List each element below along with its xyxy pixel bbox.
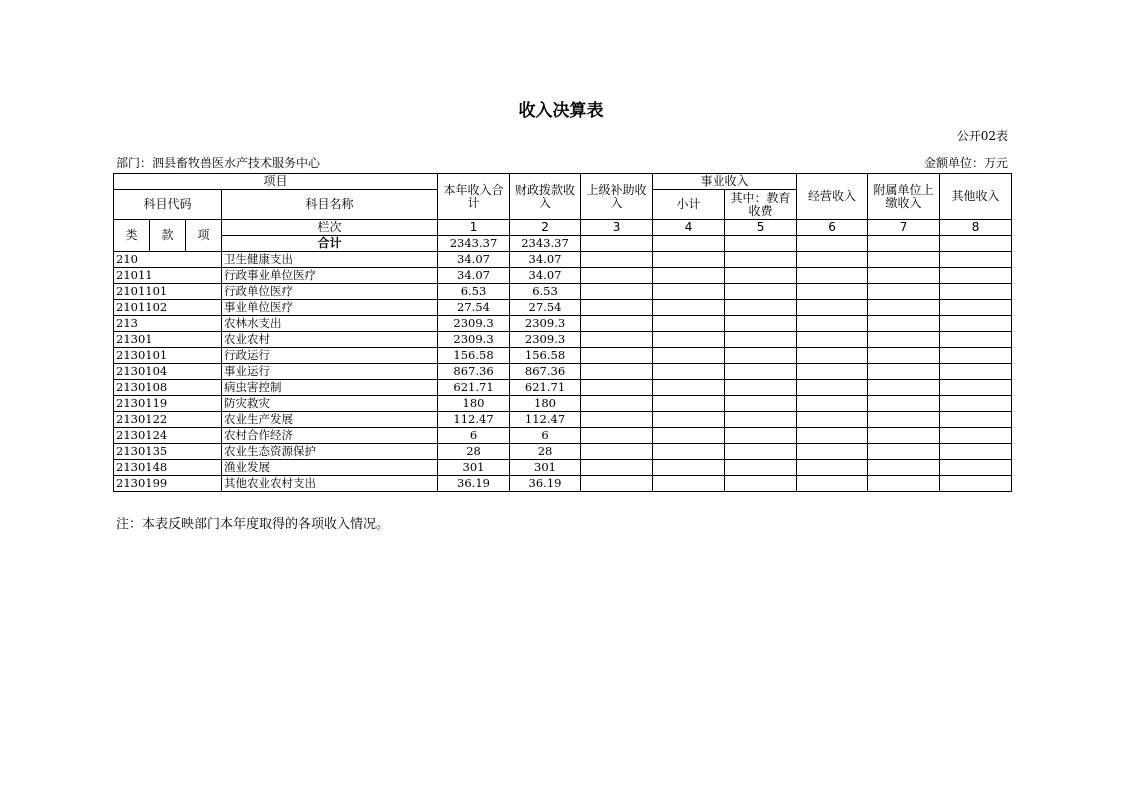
subject-code: 2130101 [114,348,222,364]
header-col5: 其中：教育收费 [725,190,797,220]
subject-code: 210 [114,252,222,268]
empty-cell [581,300,653,316]
fiscal-allocation: 621.71 [510,380,581,396]
subject-code: 2130135 [114,444,222,460]
empty-cell [725,428,797,444]
income-total: 301 [438,460,510,476]
fiscal-allocation: 180 [510,396,581,412]
empty-cell [725,252,797,268]
fiscal-allocation: 301 [510,460,581,476]
header-col2: 财政拨款收入 [510,174,581,220]
income-total: 180 [438,396,510,412]
table-row [114,380,1012,396]
table-row [114,332,1012,348]
page-title: 收入决算表 [518,101,604,121]
empty-cell [725,380,797,396]
empty-cell [868,252,940,268]
empty-cell [581,460,653,476]
empty-cell [653,412,725,428]
column-number-6: 6 [797,220,868,236]
empty-cell [797,252,868,268]
empty-cell [725,300,797,316]
income-total: 6.53 [438,284,510,300]
empty-cell [653,284,725,300]
empty-cell [868,460,940,476]
table-row [114,460,1012,476]
footnote: 注：本表反映部门本年度取得的各项收入情况。 [116,517,390,532]
empty-cell [868,428,940,444]
table-row [114,268,1012,284]
empty-cell [868,284,940,300]
table-row [114,476,1012,492]
empty-cell [940,364,1012,380]
total-income: 2343.37 [438,236,510,252]
fiscal-allocation: 2309.3 [510,332,581,348]
empty-cell [581,268,653,284]
empty-cell [868,396,940,412]
subject-name: 农林水支出 [222,316,438,332]
subject-name: 农村合作经济 [222,428,438,444]
subject-code: 2130199 [114,476,222,492]
empty-cell [797,428,868,444]
subject-code: 213 [114,316,222,332]
empty-cell [797,268,868,284]
empty-cell [725,284,797,300]
empty-cell [797,460,868,476]
header-col1: 本年收入合计 [438,174,510,220]
subject-code: 2130108 [114,380,222,396]
empty-cell [940,316,1012,332]
empty-cell [725,460,797,476]
empty-cell [940,300,1012,316]
empty-cell [940,476,1012,492]
empty-cell [653,348,725,364]
empty-cell [797,412,868,428]
empty-cell [725,476,797,492]
empty-cell [940,332,1012,348]
subject-name: 事业运行 [222,364,438,380]
empty-cell [581,380,653,396]
empty-cell [581,444,653,460]
column-number-3: 3 [581,220,653,236]
header-col4: 小计 [653,190,725,220]
empty-cell [940,444,1012,460]
subject-name: 防灾救灾 [222,396,438,412]
fiscal-allocation: 2309.3 [510,316,581,332]
empty-cell [653,460,725,476]
empty-cell [868,476,940,492]
fiscal-allocation: 36.19 [510,476,581,492]
header-kuan: 款 [150,220,186,252]
subject-name: 农业生产发展 [222,412,438,428]
fiscal-allocation: 34.07 [510,252,581,268]
fiscal-allocation: 27.54 [510,300,581,316]
empty-cell [581,396,653,412]
empty-cell [581,316,653,332]
empty-cell [581,412,653,428]
empty-cell [940,412,1012,428]
empty-cell [725,412,797,428]
table-row [114,300,1012,316]
empty-cell [653,444,725,460]
header-col6: 经营收入 [797,174,868,220]
table-row [114,348,1012,364]
subject-code: 2101102 [114,300,222,316]
empty-cell [797,380,868,396]
subject-code: 2130104 [114,364,222,380]
empty-cell [940,380,1012,396]
empty-cell [653,364,725,380]
table-row [114,252,1012,268]
income-statement-table [113,173,1012,492]
empty-cell [797,364,868,380]
empty-cell [797,348,868,364]
empty-cell [797,332,868,348]
income-total: 6 [438,428,510,444]
table-row [114,412,1012,428]
empty-cell [797,284,868,300]
empty-cell [868,412,940,428]
empty-cell [581,476,653,492]
empty-cell [797,316,868,332]
empty-cell [868,348,940,364]
subject-code: 21011 [114,268,222,284]
subject-code: 2130122 [114,412,222,428]
subject-name: 卫生健康支出 [222,252,438,268]
empty-cell [725,348,797,364]
income-total: 27.54 [438,300,510,316]
empty-cell [725,332,797,348]
empty-cell [940,460,1012,476]
subject-name: 农业农村 [222,332,438,348]
income-total: 34.07 [438,252,510,268]
empty-cell [581,284,653,300]
empty-cell [940,396,1012,412]
subject-code: 2130148 [114,460,222,476]
fiscal-allocation: 28 [510,444,581,460]
subject-name: 行政事业单位医疗 [222,268,438,284]
empty-cell [725,396,797,412]
empty-cell [868,444,940,460]
form-number: 公开02表 [956,129,1008,143]
empty-cell [940,284,1012,300]
empty-cell [797,444,868,460]
amount-unit-label: 金额单位：万元 [923,156,1008,170]
empty-cell [725,268,797,284]
table-row [114,428,1012,444]
subject-name: 行政运行 [222,348,438,364]
header-code: 科目代码 [114,190,222,220]
income-total: 621.71 [438,380,510,396]
income-total: 867.36 [438,364,510,380]
empty-cell [725,316,797,332]
empty-cell [797,476,868,492]
subject-code: 2130124 [114,428,222,444]
empty-cell [868,316,940,332]
column-number-7: 7 [868,220,940,236]
fiscal-allocation: 6.53 [510,284,581,300]
subject-name: 其他农业农村支出 [222,476,438,492]
subject-code: 2101101 [114,284,222,300]
empty-cell [653,396,725,412]
empty-cell [653,332,725,348]
header-col3: 上级补助收入 [581,174,653,220]
income-total: 2309.3 [438,316,510,332]
empty-cell [581,364,653,380]
empty-cell [868,332,940,348]
table-row [114,364,1012,380]
income-total: 156.58 [438,348,510,364]
empty-cell [725,444,797,460]
header-item: 项目 [114,174,438,190]
fiscal-allocation: 867.36 [510,364,581,380]
fiscal-allocation: 156.58 [510,348,581,364]
income-total: 36.19 [438,476,510,492]
header-col8: 其他收入 [940,174,1012,220]
empty-cell [797,300,868,316]
empty-cell [653,268,725,284]
empty-cell [868,268,940,284]
table-row [114,284,1012,300]
table-row [114,316,1012,332]
subject-name: 渔业发展 [222,460,438,476]
header-name: 科目名称 [222,190,438,220]
column-number-4: 4 [653,220,725,236]
fiscal-allocation: 112.47 [510,412,581,428]
table-row [114,396,1012,412]
empty-cell [653,428,725,444]
subject-name: 病虫害控制 [222,380,438,396]
header-col7: 附属单位上缴收入 [868,174,940,220]
income-total: 112.47 [438,412,510,428]
empty-cell [581,348,653,364]
empty-cell [868,380,940,396]
income-total: 2309.3 [438,332,510,348]
subject-name: 事业单位医疗 [222,300,438,316]
fiscal-allocation: 34.07 [510,268,581,284]
total-fiscal: 2343.37 [510,236,581,252]
empty-cell [653,300,725,316]
column-number-1: 1 [438,220,510,236]
subject-name: 行政单位医疗 [222,284,438,300]
subject-code: 2130119 [114,396,222,412]
subject-code: 21301 [114,332,222,348]
empty-cell [797,396,868,412]
empty-cell [581,428,653,444]
income-total: 34.07 [438,268,510,284]
column-number-5: 5 [725,220,797,236]
empty-cell [653,380,725,396]
empty-cell [940,348,1012,364]
header-column-order: 栏次 [222,220,438,236]
column-number-8: 8 [940,220,1012,236]
header-lei: 类 [114,220,150,252]
empty-cell [940,252,1012,268]
empty-cell [725,364,797,380]
header-xiang: 项 [186,220,222,252]
empty-cell [940,428,1012,444]
income-total: 28 [438,444,510,460]
empty-cell [653,476,725,492]
department-label: 部门：泗县畜牧兽医水产技术服务中心 [116,156,321,170]
fiscal-allocation: 6 [510,428,581,444]
subject-name: 农业生态资源保护 [222,444,438,460]
table-row [114,444,1012,460]
empty-cell [581,332,653,348]
empty-cell [868,300,940,316]
column-number-2: 2 [510,220,581,236]
empty-cell [581,252,653,268]
empty-cell [940,268,1012,284]
empty-cell [868,364,940,380]
total-row-label: 合计 [222,236,438,252]
header-col4-group: 事业收入 [653,174,797,190]
empty-cell [653,316,725,332]
empty-cell [653,252,725,268]
